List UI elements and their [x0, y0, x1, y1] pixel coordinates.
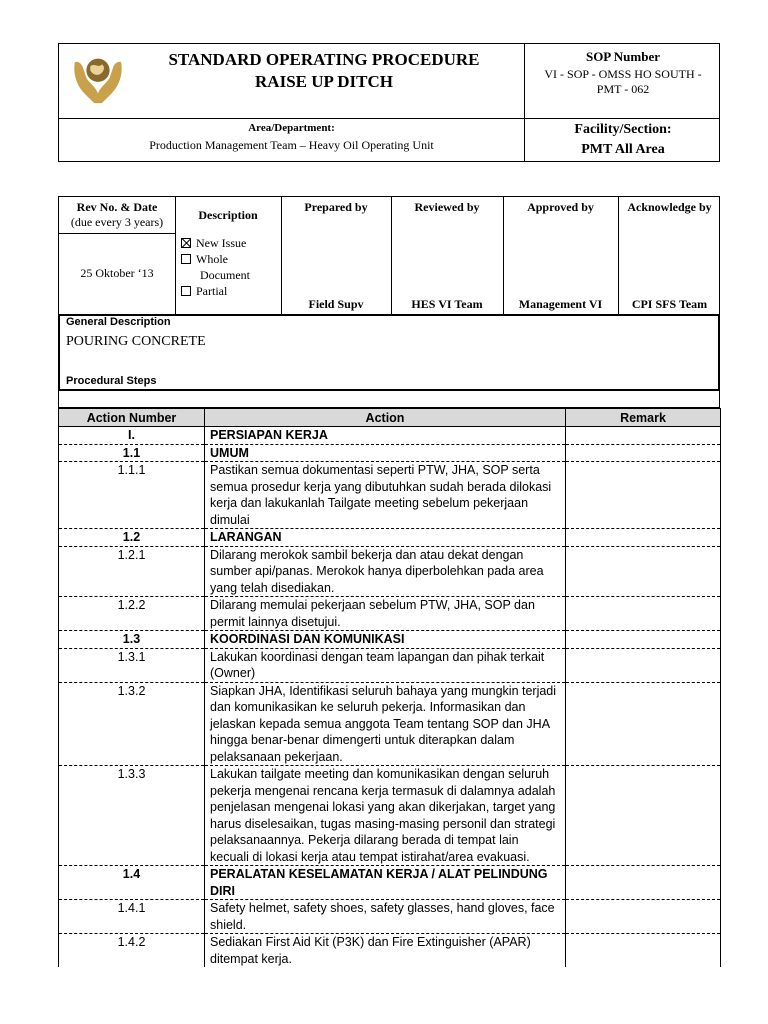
- action-cell: KOORDINASI DAN KOMUNIKASI: [205, 631, 566, 649]
- action-number-cell: 1.2.2: [59, 597, 205, 631]
- table-row: [59, 934, 721, 968]
- reviewed-by-value: HES VI Team: [411, 297, 483, 311]
- hands-globe-icon: [69, 49, 127, 107]
- action-cell: UMUM: [205, 444, 566, 462]
- facility-value: PMT All Area: [581, 142, 665, 157]
- new-issue-checkbox[interactable]: [181, 236, 246, 251]
- description-label: Description: [198, 208, 258, 222]
- checked-box-icon: [181, 238, 191, 248]
- acknowledge-by-value: CPI SFS Team: [631, 297, 708, 311]
- table-row: [59, 462, 721, 529]
- rev-note: (due every 3 years): [70, 215, 164, 229]
- remark-cell: [566, 529, 721, 547]
- rev-no-label: Rev No. & Date: [76, 200, 158, 214]
- revision-block: [58, 196, 720, 315]
- remark-cell: [566, 462, 721, 529]
- action-number-cell: 1.4.1: [59, 900, 205, 934]
- table-row: [59, 648, 721, 682]
- reviewed-by-label: Reviewed by: [414, 200, 480, 214]
- whole-label: Whole: [196, 252, 228, 266]
- action-number-cell: 1.4.2: [59, 934, 205, 968]
- partial-label: Partial: [196, 284, 228, 298]
- remark-cell: [566, 597, 721, 631]
- action-number-cell: 1.3.3: [59, 766, 205, 866]
- header-divider-horizontal: [59, 118, 719, 119]
- action-cell: Dilarang merokok sambil bekerja dan atau dekat dengan sumber api/panas. Merokok hanya diperbolehkan pada area yang telah disediakan.: [205, 546, 566, 597]
- section-row: [59, 631, 721, 649]
- remark-cell: [566, 766, 721, 866]
- remark-cell: [566, 934, 721, 968]
- sop-number-value: VI - SOP - OMSS HO SOUTH - PMT - 062: [544, 67, 702, 96]
- action-number-cell: 1.3.2: [59, 682, 205, 766]
- approved-by-value: Management VI: [518, 297, 603, 311]
- whole-document-checkbox[interactable]: [181, 252, 228, 267]
- remark-cell: [566, 866, 721, 900]
- acknowledge-by-label: Acknowledge by: [627, 200, 712, 214]
- area-label: Area/Department:: [248, 122, 335, 134]
- rev-date: 25 Oktober ‘13: [80, 266, 154, 280]
- table-row: [59, 900, 721, 934]
- action-cell: LARANGAN: [205, 529, 566, 547]
- remark-cell: [566, 631, 721, 649]
- action-number-cell: I.: [59, 427, 205, 445]
- remark-cell: [566, 546, 721, 597]
- table-row: [59, 766, 721, 866]
- remark-header: Remark: [566, 409, 721, 427]
- action-cell: Safety helmet, safety shoes, safety glasses, hand gloves, face shield.: [205, 900, 566, 934]
- prepared-by-label: Prepared by: [304, 200, 368, 214]
- spacer-row: [58, 391, 720, 408]
- remark-cell: [566, 682, 721, 766]
- action-cell: Siapkan JHA, Identifikasi seluruh bahaya yang mungkin terjadi dan komunikasikan ke seluruh pekerja. Informasikan dan jelaskan kepada semua anggota Team tentang SOP dan JHA hingga benar-benar dimengerti untuk diterapkan dalam pelaksanaan pekerjaan.: [205, 682, 566, 766]
- approved-by-label: Approved by: [527, 200, 594, 214]
- action-cell: PERSIAPAN KERJA: [205, 427, 566, 445]
- action-number-cell: 1.3: [59, 631, 205, 649]
- action-header: Action: [205, 409, 566, 427]
- document-label: Document: [200, 268, 250, 282]
- section-row: [59, 427, 721, 445]
- action-cell: Dilarang memulai pekerjaan sebelum PTW, JHA, SOP dan permit lainnya disetujui.: [205, 597, 566, 631]
- prepared-by-value: Field Supv: [308, 297, 364, 311]
- sop-number-label: SOP Number: [585, 49, 661, 64]
- document-title: STANDARD OPERATING PROCEDURE: [168, 50, 480, 69]
- action-number-header: Action Number: [59, 409, 205, 427]
- action-cell: Lakukan koordinasi dengan team lapangan dan pihak terkait (Owner): [205, 648, 566, 682]
- table-row: [59, 597, 721, 631]
- empty-box-icon: [181, 254, 191, 264]
- partial-checkbox[interactable]: [181, 284, 227, 299]
- table-row: [59, 682, 721, 766]
- new-issue-label: New Issue: [196, 236, 247, 250]
- general-description-label: General Description: [66, 316, 171, 328]
- action-number-cell: 1.1: [59, 444, 205, 462]
- general-description-block: [58, 315, 720, 391]
- remark-cell: [566, 648, 721, 682]
- sop-header: [58, 43, 720, 162]
- procedural-steps-label: Procedural Steps: [66, 375, 157, 387]
- remark-cell: [566, 900, 721, 934]
- action-number-cell: 1.2.1: [59, 546, 205, 597]
- action-number-cell: 1.3.1: [59, 648, 205, 682]
- document-subtitle: RAISE UP DITCH: [255, 72, 393, 91]
- facility-label: Facility/Section:: [574, 122, 672, 137]
- table-header-row: [59, 409, 721, 427]
- section-row: [59, 866, 721, 900]
- section-row: [59, 444, 721, 462]
- rev-row-divider: [59, 233, 175, 234]
- action-cell: Lakukan tailgate meeting dan komunikasikan dengan seluruh pekerja mengenai rencana kerja termasuk di dalamnya adalah penjelasan mengenai lokasi yang akan dikerjakan, target yang harus diselesaikan, tugas masing-masing personil dan strategi pelaksanaannya. Pekerja dilarang berada di tempat lain kecuali di lokasi kerja atau tempat istirahat/area evakuasi.: [205, 766, 566, 866]
- empty-box-icon: [181, 286, 191, 296]
- remark-cell: [566, 427, 721, 445]
- action-number-cell: 1.4: [59, 866, 205, 900]
- remark-cell: [566, 444, 721, 462]
- action-number-cell: 1.2: [59, 529, 205, 547]
- table-row: [59, 546, 721, 597]
- procedure-table: [58, 408, 721, 967]
- action-cell: Pastikan semua dokumentasi seperti PTW, JHA, SOP serta semua prosedur kerja yang dibutuhkan sudah berada dilokasi kerja dan lakukanlah Tailgate meeting sebelum pekerjaan dimulai: [205, 462, 566, 529]
- action-cell: PERALATAN KESELAMATAN KERJA / ALAT PELINDUNG DIRI: [205, 866, 566, 900]
- area-value: Production Management Team – Heavy Oil Operating Unit: [149, 138, 434, 152]
- general-description-value: POURING CONCRETE: [66, 334, 206, 349]
- action-cell: Sediakan First Aid Kit (P3K) dan Fire Extinguisher (APAR) ditempat kerja.: [205, 934, 566, 968]
- section-row: [59, 529, 721, 547]
- action-number-cell: 1.1.1: [59, 462, 205, 529]
